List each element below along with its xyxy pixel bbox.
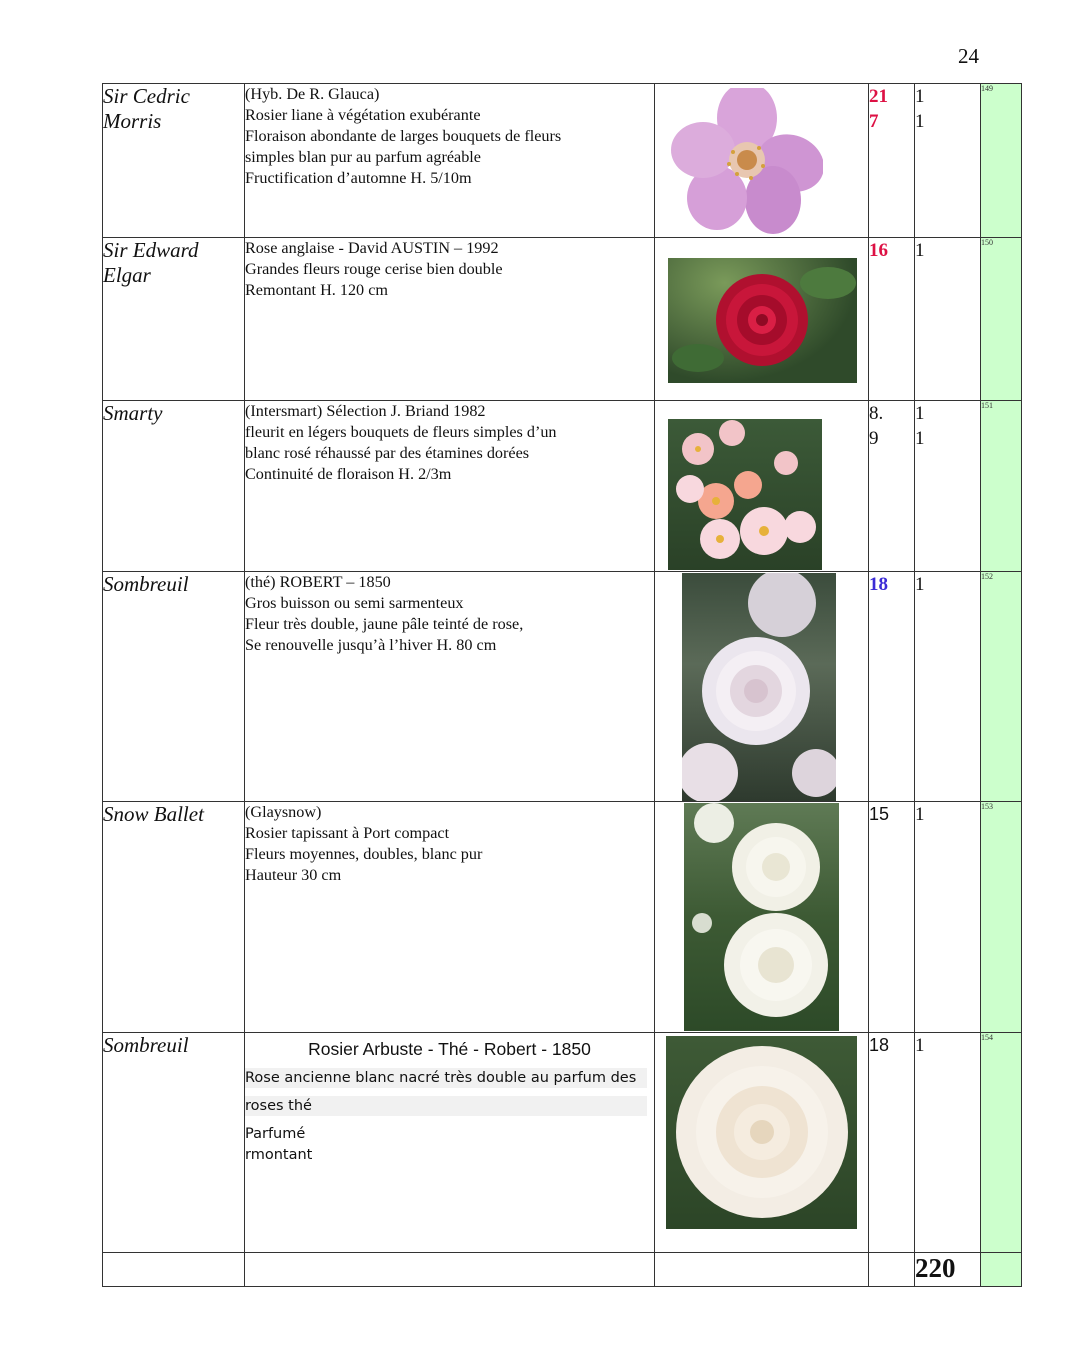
description-line: Fleurs moyennes, doubles, blanc pur xyxy=(245,845,483,863)
quantity-line: 1 xyxy=(915,86,925,107)
description-line: blanc rosé réhaussé par des étamines dorées xyxy=(245,444,530,462)
page-number: 24 xyxy=(958,44,979,68)
quantity-line: 1 xyxy=(915,804,925,825)
quantity-cell xyxy=(915,238,981,401)
description-line: (Glaysnow) xyxy=(245,803,322,821)
rose-description xyxy=(245,572,655,802)
description-line: Remontant H. 120 cm xyxy=(245,281,388,299)
description-title: Rosier Arbuste - Thé - Robert - 1850 xyxy=(308,1039,591,1059)
table-row xyxy=(103,572,1022,802)
price-line: 21 xyxy=(869,86,888,107)
white-groundcover-roses-photo xyxy=(684,803,839,1031)
crimson-double-rose-photo xyxy=(668,258,857,383)
empty-ref-cell xyxy=(981,1253,1022,1287)
rose-name xyxy=(103,802,245,1033)
white-pink-double-rose-photo xyxy=(682,573,836,801)
rose-photo-cell xyxy=(655,401,869,572)
quantity-line: 1 xyxy=(915,111,925,132)
white-cream-double-rose-photo xyxy=(666,1036,857,1229)
description-line: Fructification d’automne H. 5/10m xyxy=(245,169,472,187)
price-line: 16 xyxy=(869,240,888,261)
rose-name-line: Elgar xyxy=(103,263,151,287)
description-line: (Hyb. De R. Glauca) xyxy=(245,85,380,103)
price-cell xyxy=(869,401,915,572)
table-row xyxy=(103,238,1022,401)
price-line: 15 xyxy=(869,804,890,824)
rose-photo-cell xyxy=(655,1033,869,1253)
description-line: (thé) ROBERT – 1850 xyxy=(245,573,391,591)
rose-name-line: Sir Edward xyxy=(103,238,199,262)
quantity-cell xyxy=(915,802,981,1033)
pink-single-rose-photo xyxy=(667,88,823,236)
reference-number: 151 xyxy=(981,401,1022,572)
rose-name-line: Sir Cedric xyxy=(103,84,190,108)
rose-name xyxy=(103,401,245,572)
description-line: Rose anglaise - David AUSTIN – 1992 xyxy=(245,239,499,257)
reference-number: 149 xyxy=(981,84,1022,238)
reference-number: 152 xyxy=(981,572,1022,802)
quantity-line: 1 xyxy=(915,403,925,424)
rose-photo-cell xyxy=(655,238,869,401)
pale-pink-cluster-photo xyxy=(668,419,822,570)
rose-name-line: Snow Ballet xyxy=(103,802,204,826)
price-line: 9 xyxy=(869,428,879,449)
rose-description xyxy=(245,238,655,401)
price-cell xyxy=(869,84,915,238)
description-line: Rosier tapissant à Port compact xyxy=(245,824,450,842)
rose-name xyxy=(103,238,245,401)
quantity-line: 1 xyxy=(915,428,925,449)
description-line: Rosier liane à végétation exubérante xyxy=(245,106,481,124)
description-line: Continuité de floraison H. 2/3m xyxy=(245,465,452,483)
total-quantity: 220 xyxy=(915,1253,981,1287)
rose-photo-cell xyxy=(655,572,869,802)
rose-name-line: Morris xyxy=(103,109,162,133)
description-line: roses thé xyxy=(245,1096,647,1116)
reference-number: 150 xyxy=(981,238,1022,401)
price-line: 8. xyxy=(869,403,884,424)
rose-description xyxy=(245,802,655,1033)
empty-cell xyxy=(245,1253,655,1287)
table-row xyxy=(103,84,1022,238)
total-row xyxy=(103,1253,1022,1287)
rose-name-line: Sombreuil xyxy=(103,572,189,596)
price-line: 18 xyxy=(869,574,888,595)
description-line: Parfumé xyxy=(245,1126,306,1142)
price-cell xyxy=(869,238,915,401)
empty-cell xyxy=(655,1253,869,1287)
reference-number: 153 xyxy=(981,802,1022,1033)
rose-catalog-table xyxy=(102,83,1022,1287)
rose-description xyxy=(245,1033,655,1253)
description-line: simples blan pur au parfum agréable xyxy=(245,148,481,166)
empty-cell xyxy=(869,1253,915,1287)
rose-photo-cell xyxy=(655,802,869,1033)
table-row xyxy=(103,802,1022,1033)
rose-name-line: Sombreuil xyxy=(103,1033,189,1057)
quantity-line: 1 xyxy=(915,1035,925,1056)
description-line: Fleur très double, jaune pâle teinté de rose, xyxy=(245,615,524,633)
rose-photo-cell xyxy=(655,84,869,238)
price-cell xyxy=(869,1033,915,1253)
rose-name xyxy=(103,1033,245,1253)
quantity-line: 1 xyxy=(915,240,925,261)
description-line: Se renouvelle jusqu’à l’hiver H. 80 cm xyxy=(245,636,497,654)
quantity-line: 1 xyxy=(915,574,925,595)
price-line: 7 xyxy=(869,111,879,132)
description-line: Hauteur 30 cm xyxy=(245,866,342,884)
rose-name xyxy=(103,572,245,802)
rose-description xyxy=(245,401,655,572)
table-row xyxy=(103,401,1022,572)
rose-description xyxy=(245,84,655,238)
description-line: rmontant xyxy=(245,1147,313,1163)
reference-number: 154 xyxy=(981,1033,1022,1253)
quantity-cell xyxy=(915,572,981,802)
quantity-cell xyxy=(915,84,981,238)
description-line: Gros buisson ou semi sarmenteux xyxy=(245,594,464,612)
rose-name xyxy=(103,84,245,238)
rose-name-line: Smarty xyxy=(103,401,163,425)
quantity-cell xyxy=(915,1033,981,1253)
price-cell xyxy=(869,802,915,1033)
price-cell xyxy=(869,572,915,802)
description-line: (Intersmart) Sélection J. Briand 1982 xyxy=(245,402,486,420)
description-line: Floraison abondante de larges bouquets de fleurs xyxy=(245,127,562,145)
price-line: 18 xyxy=(869,1035,890,1055)
table-row xyxy=(103,1033,1022,1253)
description-line: Grandes fleurs rouge cerise bien double xyxy=(245,260,503,278)
description-line: Rose ancienne blanc nacré très double au parfum des xyxy=(245,1068,647,1088)
quantity-cell xyxy=(915,401,981,572)
empty-cell xyxy=(103,1253,245,1287)
description-line: fleurit en légers bouquets de fleurs simples d’un xyxy=(245,423,557,441)
